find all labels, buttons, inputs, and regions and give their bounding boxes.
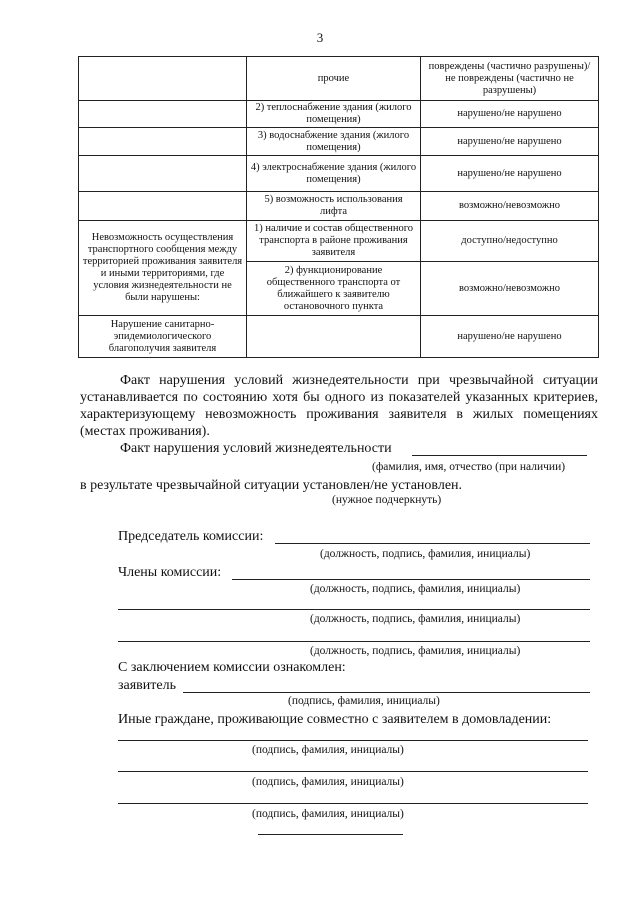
table-cell: возможно/невозможно xyxy=(421,262,599,316)
resident-signature-line xyxy=(118,740,588,741)
member-hint: (должность, подпись, фамилия, инициалы) xyxy=(310,645,521,657)
table-cell: Нарушение санитарно-эпидемиологического благополучия заявителя xyxy=(79,316,247,358)
acquainted-line: С заключением комиссии ознакомлен: xyxy=(118,660,346,675)
table-cell: нарушено/не нарушено xyxy=(421,101,599,128)
table-cell xyxy=(79,192,247,221)
table-cell: 4) электроснабжение здания (жилого помещения) xyxy=(247,156,421,192)
paragraph-criteria: Факт нарушения условий жизнедеятельности при чрезвычайной ситуации устанавливается по состоянию хотя бы одного из показателей указанных критериев, характеризующему невозможность проживания заявителя в жилых помещениях (местах проживания). xyxy=(80,373,598,439)
member-hint: (должность, подпись, фамилия, инициалы) xyxy=(310,583,521,595)
table-cell: прочие xyxy=(247,57,421,101)
table-row xyxy=(79,128,599,156)
table-row xyxy=(79,192,599,221)
table-cell: повреждены (частично разрушены)/не повреждены (частично не разрушены) xyxy=(421,57,599,101)
table-row xyxy=(79,156,599,192)
member-signature-line xyxy=(232,579,590,580)
table-row xyxy=(79,101,599,128)
table-cell: возможно/невозможно xyxy=(421,192,599,221)
chairman-label: Председатель комиссии: xyxy=(118,529,264,544)
resident-signature-line xyxy=(118,771,588,772)
applicant-signature-line xyxy=(183,692,590,693)
result-line: в результате чрезвычайной ситуации установлен/не установлен. xyxy=(80,478,463,493)
table-cell: 3) водоснабжение здания (жилого помещения) xyxy=(247,128,421,156)
table-cell: нарушено/не нарушено xyxy=(421,316,599,358)
table-cell: 1) наличие и состав общественного транспорта в районе проживания заявителя xyxy=(247,221,421,262)
chairman-hint: (должность, подпись, фамилия, инициалы) xyxy=(320,548,531,560)
criteria-table xyxy=(78,56,599,358)
resident-hint: (подпись, фамилия, инициалы) xyxy=(252,776,404,788)
end-rule xyxy=(258,834,403,835)
member-signature-line xyxy=(118,609,590,610)
table-cell xyxy=(79,57,247,101)
table-cell xyxy=(79,101,247,128)
table-cell: нарушено/не нарушено xyxy=(421,128,599,156)
fact-underline xyxy=(412,455,587,456)
table-cell: 2) теплоснабжение здания (жилого помещения) xyxy=(247,101,421,128)
table-row xyxy=(79,316,599,358)
others-line: Иные граждане, проживающие совместно с заявителем в домовладении: xyxy=(118,712,552,727)
resident-hint: (подпись, фамилия, инициалы) xyxy=(252,744,404,756)
applicant-hint: (подпись, фамилия, инициалы) xyxy=(288,695,440,707)
members-label: Члены комиссии: xyxy=(118,565,222,580)
table-cell xyxy=(79,128,247,156)
fio-hint: (фамилия, имя, отчество (при наличии) xyxy=(372,461,566,473)
member-signature-line xyxy=(118,641,590,642)
underline-hint: (нужное подчеркнуть) xyxy=(332,494,442,506)
resident-hint: (подпись, фамилия, инициалы) xyxy=(252,808,404,820)
table-row xyxy=(79,57,599,101)
table-cell xyxy=(79,156,247,192)
applicant-label: заявитель xyxy=(118,678,176,693)
chairman-signature-line xyxy=(275,543,590,544)
resident-signature-line xyxy=(118,803,588,804)
table-cell: 5) возможность использования лифта xyxy=(247,192,421,221)
page-number: 3 xyxy=(316,30,324,45)
table-cell: Невозможность осуществления транспортного сообщения между территорией проживания заявителя и иными территориями, где условия жизнедеятельности не были нарушены: xyxy=(79,221,247,316)
table-cell xyxy=(247,316,421,358)
table-cell: 2) функционирование общественного транспорта от ближайшего к заявителю остановочного пункта xyxy=(247,262,421,316)
table-cell: нарушено/не нарушено xyxy=(421,156,599,192)
table-cell: доступно/недоступно xyxy=(421,221,599,262)
table-row xyxy=(79,221,599,262)
member-hint: (должность, подпись, фамилия, инициалы) xyxy=(310,613,521,625)
fact-line: Факт нарушения условий жизнедеятельности xyxy=(120,441,392,456)
